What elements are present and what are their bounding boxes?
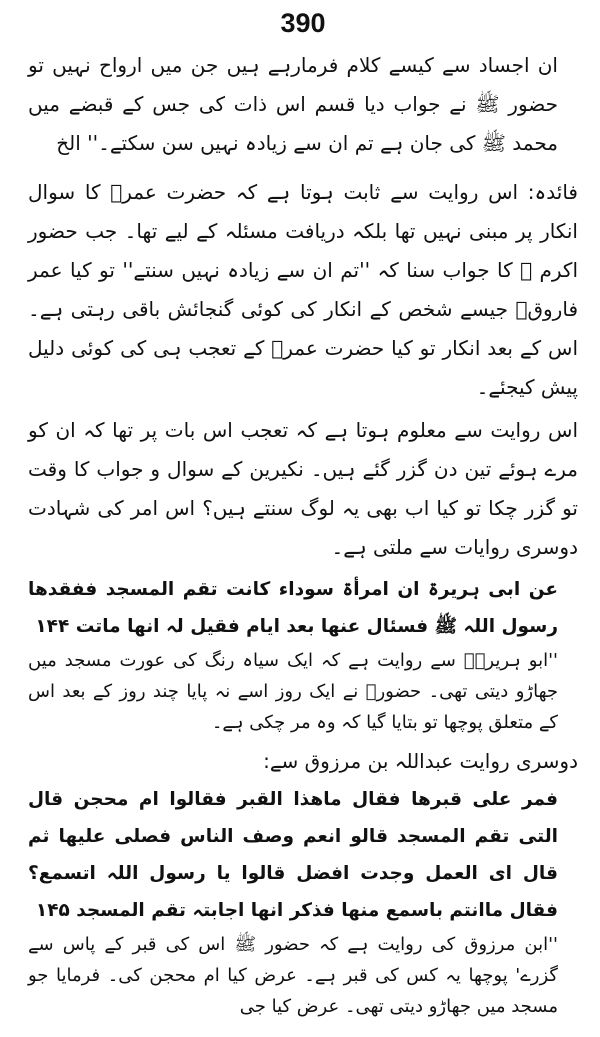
arabic-hadith-2: فمر علی قبرھا فقال ماھذا القبر فقالوا ام محجن قال التی تقم المسجد قالو انعم وصف الناس فصلی علیھا ثم قال ای العمل وجدت افضل قالوا یا رسول اللہ اتسمع؟ فقال ماانتم باسمع منھا فذکر انھا اجابتہ تقم المسجد ۱۴۵ (28, 789, 558, 921)
urdu-translation-2: ''ابن مرزوق کی روایت ہے کہ حضور ﷺ اس کی قبر کے پاس سے گزرے' پوچھا یہ کس کی قبر ہے۔ عرض کیا ام محجن کی۔ فرمایا جو مسجد میں جھاڑو دیتی تھی۔ عرض کیا جی (28, 934, 558, 1017)
riwayat-paragraph: اس روایت سے معلوم ہوتا ہے کہ تعجب اس بات پر تھا کہ ان کو مرے ہوئے تین دن گزر گئے ہیں۔ نکیرین کے سوال و جواب کا وقت تو گزر چکا تو کیا اب بھی یہ لوگ سنتے ہیں؟ اس امر کی شہادت دوسری روایات سے ملتی ہے۔ (28, 418, 578, 559)
faida-paragraph: فائدہ: اس روایت سے ثابت ہوتا ہے کہ حضرت عمرؓ کا سوال انکار پر مبنی نہیں تھا بلکہ دریافت مسئلہ کے لیے تھا۔ جب حضور اکرم ﷺ کا جواب سنا کہ ''تم ان سے زیادہ نہیں سنتے'' تو کیا عمر فاروقؓ جیسے شخص کے انکار کی کوئی گنجائش باقی رہتی ہے۔ اس کے بعد انکار تو کیا حضرت عمرؓ کے تعجب ہی کی کوئی دلیل پیش کیجئے۔ (28, 180, 578, 399)
dusri-riwayat-heading: دوسری روایت عبداللہ بن مرزوق سے: (263, 749, 578, 773)
page-number: 390 (280, 8, 326, 38)
quote-ending-paragraph: ان اجساد سے کیسے کلام فرمارہے ہیں جن میں ارواح نہیں تو حضور ﷺ نے جواب دیا قسم اس ذات کی جس کے قبضے میں محمد ﷺ کی جان ہے تم ان سے زیادہ نہیں سن سکتے۔'' الخ (28, 53, 558, 155)
arabic-hadith-1: عن ابی ہریرۃ ان امرأۃ سوداء کانت تقم المسجد ففقدھا رسول اللہ ﷺ فسئال عنھا بعد ایام فقیل لہ انھا ماتت ۱۴۴ (28, 579, 558, 637)
urdu-translation-1: ''ابو ہریرہؓ سے روایت ہے کہ ایک سیاہ رنگ کی عورت مسجد میں جھاڑو دیتی تھی۔ حضورؐ نے ایک روز اسے نہ پایا چند روز کے بعد اس کے متعلق پوچھا تو بتایا گیا کہ وہ مر چکی ہے۔ (28, 650, 558, 733)
